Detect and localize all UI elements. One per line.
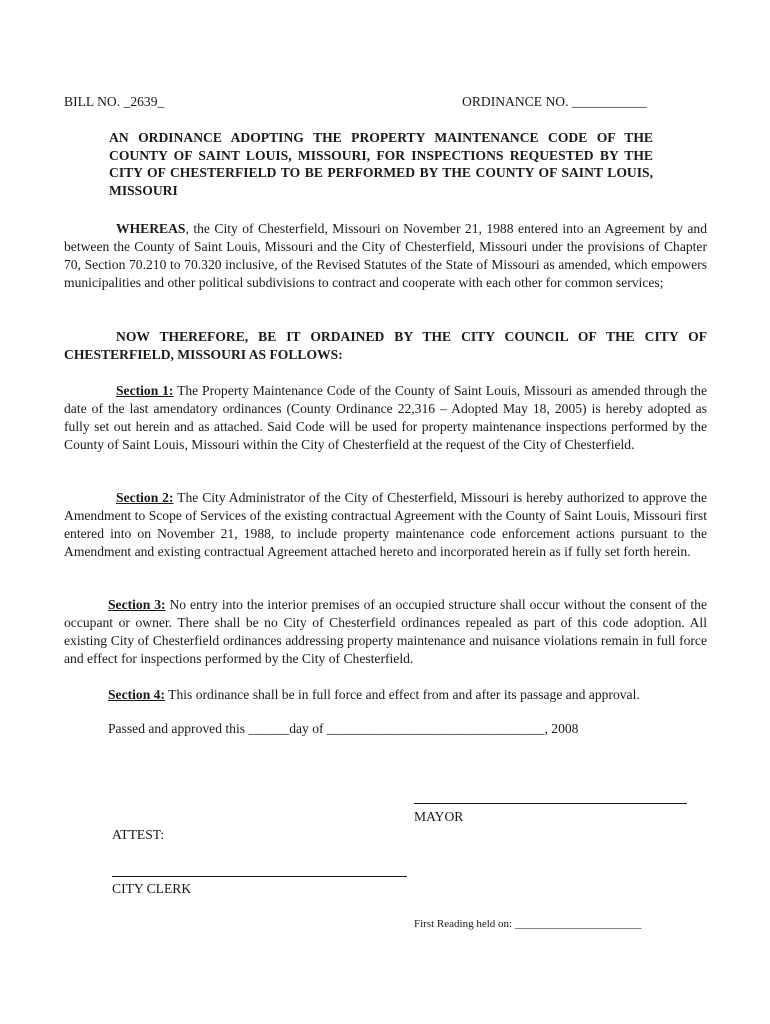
section-2-heading: Section 2: xyxy=(116,490,174,505)
section-3 xyxy=(64,596,707,668)
now-therefore-paragraph xyxy=(64,328,707,364)
bill-number: BILL NO. _2639_ xyxy=(64,94,165,109)
passed-approved-line: Passed and approved this ______day of ________________________________, 2008 xyxy=(108,721,579,736)
section-1 xyxy=(64,382,707,454)
section-4-text: This ordinance shall be in full force and effect from and after its passage and approval. xyxy=(165,687,640,702)
first-reading-line: First Reading held on: _______________________ xyxy=(414,918,642,930)
section-4 xyxy=(64,686,707,704)
whereas-lead: WHEREAS xyxy=(116,221,186,236)
whereas-text: , the City of Chesterfield, Missouri on November 21, 1988 entered into an Agreement by and between the County of Saint Louis, Missouri and the City of Chesterfield, Missouri under the provisions of Chapter 70, Section 70.210 to 70.320 inclusive, of the Revised Statutes of the State of Missouri as amended, which empowers municipalities and other political subdivisions to contract and cooperate with each other for common services; xyxy=(64,221,707,290)
mayor-label: MAYOR xyxy=(414,809,464,824)
now-therefore-text: NOW THEREFORE, BE IT ORDAINED BY THE CITY COUNCIL OF THE CITY OF CHESTERFIELD, MISSOURI AS FOLLOWS: xyxy=(64,329,707,362)
section-1-text: The Property Maintenance Code of the County of Saint Louis, Missouri as amended through the date of the last amendatory ordinances (County Ordinance 22,316 – Adopted May 18, 2005) is hereby adopted as fully set out herein and as attached. Said Code will be used for property maintenance inspections performed by the County of Saint Louis, Missouri within the City of Chesterfield at the request of the City of Chesterfield. xyxy=(64,383,707,452)
ordinance-title: AN ORDINANCE ADOPTING THE PROPERTY MAINTENANCE CODE OF THE COUNTY OF SAINT LOUIS, MISSOURI, FOR INSPECTIONS REQUESTED BY THE CITY OF CHESTERFIELD TO BE PERFORMED BY THE COUNTY OF SAINT LOUIS, MISSOURI xyxy=(109,130,653,198)
section-4-heading: Section 4: xyxy=(108,687,166,702)
whereas-paragraph xyxy=(64,220,707,292)
ordinance-number: ORDINANCE NO. ___________ xyxy=(462,94,647,109)
section-2-text: The City Administrator of the City of Chesterfield, Missouri is hereby authorized to approve the Amendment to Scope of Services of the existing contractual Agreement with the County of Saint Louis, Missouri first entered into on November 21, 1988, to include property maintenance code enforcement actions pursuant to the Amendment and existing contractual Agreement attached hereto and incorporated herein as if fully set forth herein. xyxy=(64,490,707,559)
section-2 xyxy=(64,489,707,561)
section-3-heading: Section 3: xyxy=(108,597,166,612)
clerk-signature-line xyxy=(112,876,407,877)
attest-label: ATTEST: xyxy=(112,827,165,842)
section-1-heading: Section 1: xyxy=(116,383,174,398)
mayor-signature-line xyxy=(414,803,687,804)
section-3-text: No entry into the interior premises of an occupied structure shall occur without the consent of the occupant or owner. There shall be no City of Chesterfield ordinances repealed as part of this code adoption. All existing City of Chesterfield ordinances addressing property maintenance and nuisance violations remain in full force and effect for inspections performed by the City of Chesterfield. xyxy=(64,597,707,666)
city-clerk-label: CITY CLERK xyxy=(112,881,192,896)
